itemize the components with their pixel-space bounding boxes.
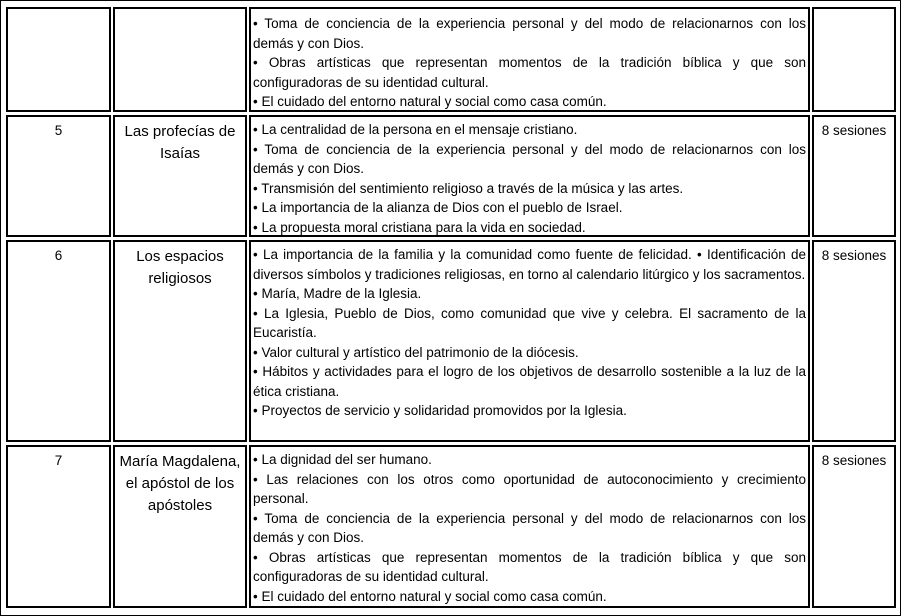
row-7-content-cell <box>249 445 810 608</box>
row-number: 5 <box>54 123 63 138</box>
row-5-number-cell <box>6 115 111 237</box>
content-item: • Hábitos y actividades para el logro de los objetivos de desarrollo sostenible a la luz de la ética cristiana. <box>253 364 806 399</box>
row-0-number-cell <box>6 7 111 112</box>
content-item: • María, Madre de la Iglesia. <box>253 286 422 301</box>
content-item: • Toma de conciencia de la experiencia personal y del modo de relacionarnos con los demás y con Dios. <box>253 16 806 51</box>
row-7-sessions-cell <box>812 445 896 608</box>
row-0-title-cell <box>113 7 247 112</box>
row-6-content-cell <box>249 240 810 442</box>
row-5-sessions-cell <box>812 115 896 237</box>
sessions-value: 8 sesiones <box>821 453 887 468</box>
row-0-sessions-cell <box>812 7 896 112</box>
content-item: • El cuidado del entorno natural y social como casa común. <box>253 588 607 604</box>
row-6-title-cell <box>113 240 247 442</box>
content-item: • Toma de conciencia de la experiencia personal y del modo de relacionarnos con los demás y con Dios. <box>253 141 806 176</box>
content-item: • La importancia de la alianza de Dios con el pueblo de Israel. <box>253 200 623 215</box>
row-6-sessions-cell <box>812 240 896 442</box>
content-item: • Valor cultural y artístico del patrimonio de la diócesis. <box>253 344 579 360</box>
row-number: 6 <box>54 248 63 263</box>
content-item: • Obras artísticas que representan momentos de la tradición bíblica y que son configuradoras de su identidad cultural. <box>253 549 806 584</box>
content-item: • Transmisión del sentimiento religioso a través de la música y las artes. <box>253 180 684 196</box>
unit-title: Los espacios religiosos <box>136 248 224 287</box>
content-item: • La propuesta moral cristiana para la vida en sociedad. <box>253 219 586 235</box>
row-5-title-cell <box>113 115 247 237</box>
sessions-value: 8 sesiones <box>821 248 887 263</box>
unit-title: Las profecías de Isaías <box>124 123 236 162</box>
content-item: • Toma de conciencia de la experiencia personal y del modo de relacionarnos con los demás y con Dios. <box>253 510 806 545</box>
row-5-content-cell <box>249 115 810 237</box>
content-item: • La importancia de la familia y la comunidad como fuente de felicidad. • Identificación de diversos símbolos y tradiciones religiosas, en torno al calendario litúrgico y los sacramentos. <box>253 247 806 282</box>
row-0-content-cell <box>249 7 810 112</box>
row-number: 7 <box>54 453 63 468</box>
sessions-value: 8 sesiones <box>821 123 887 138</box>
content-item: • La dignidad del ser humano. <box>253 452 432 467</box>
row-7-title-cell <box>113 445 247 608</box>
content-item: • El cuidado del entorno natural y social como casa común. <box>253 94 607 109</box>
row-6-number-cell <box>6 240 111 442</box>
content-item: • La centralidad de la persona en el mensaje cristiano. <box>253 122 578 137</box>
content-item: • Obras artísticas que representan momentos de la tradición bíblica y que son configuradoras de su identidad cultural. <box>253 55 806 90</box>
content-item: • Las relaciones con los otros como oportunidad de autoconocimiento y crecimiento personal. <box>253 471 806 506</box>
content-item: • La Iglesia, Pueblo de Dios, como comunidad que vive y celebra. El sacramento de la Eucaristía. <box>253 305 806 340</box>
row-7-number-cell <box>6 445 111 608</box>
unit-title: María Magdalena, el apóstol de los apóstoles <box>119 453 241 514</box>
content-item: • Proyectos de servicio y solidaridad promovidos por la Iglesia. <box>253 403 627 418</box>
